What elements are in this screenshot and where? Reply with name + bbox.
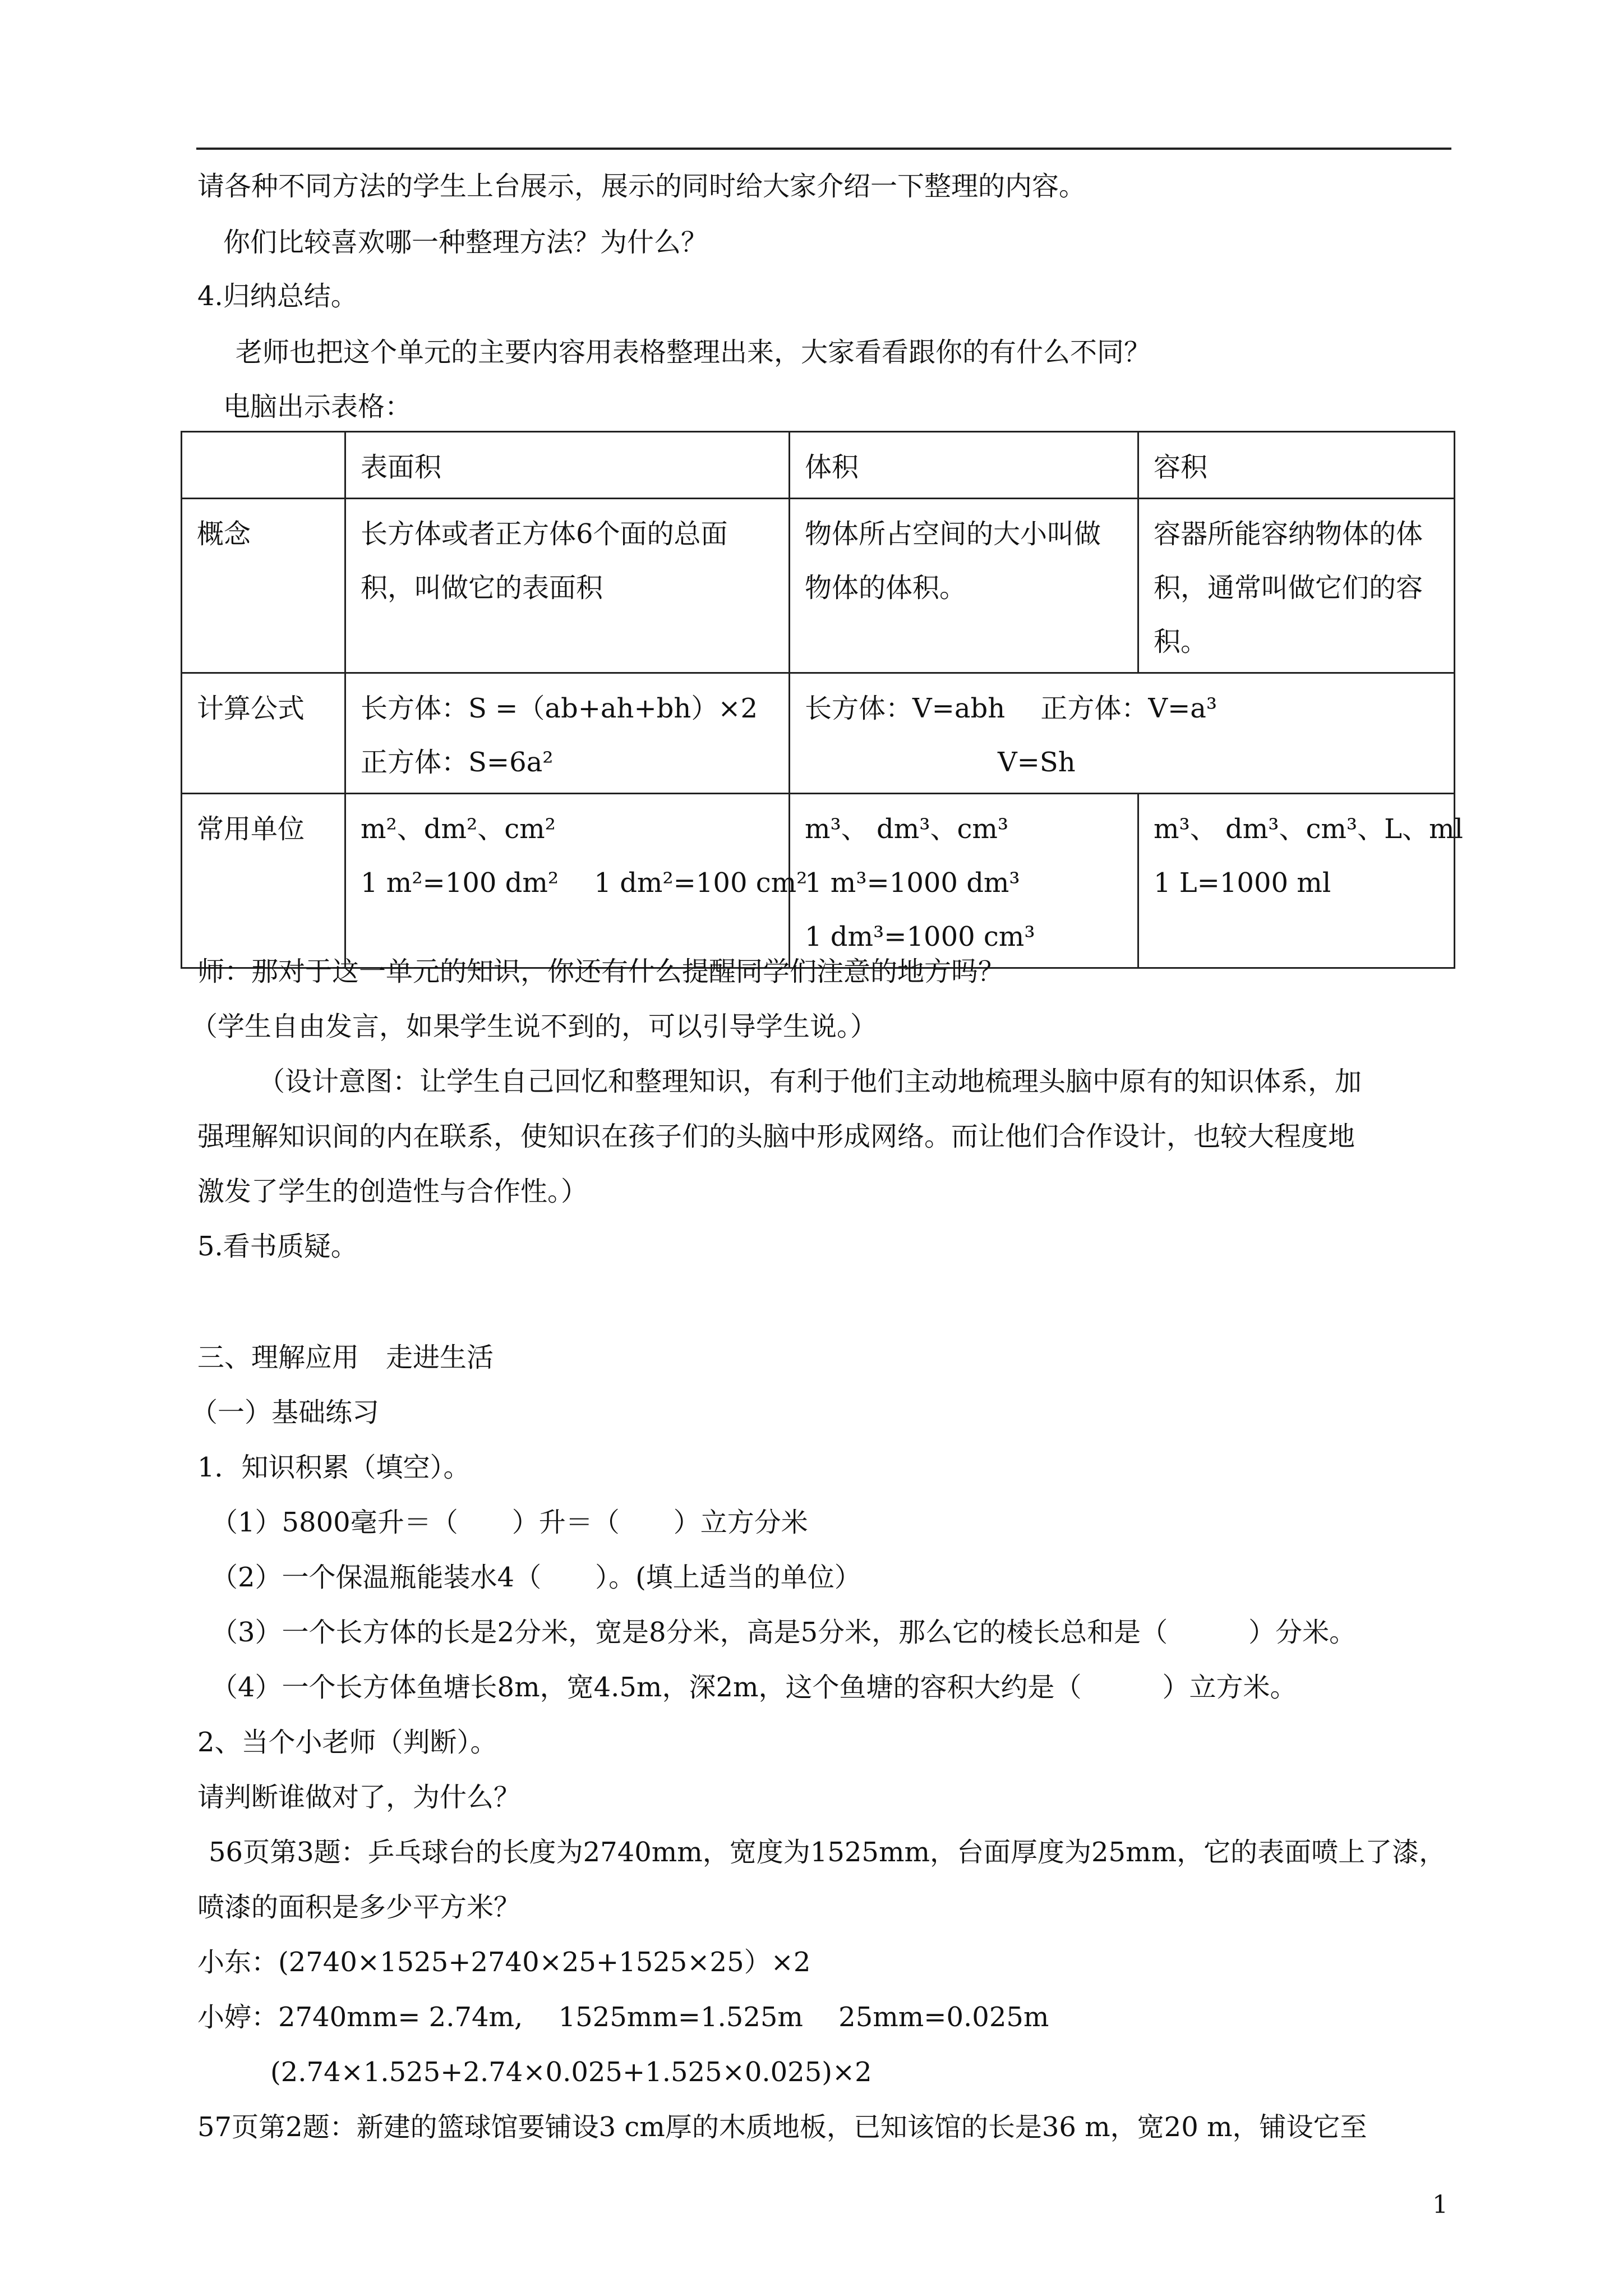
paragraph-line: 请判断谁做对了，为什么？ (197, 1782, 521, 1813)
paragraph-line: 喷漆的面积是多少平方米？ (197, 1892, 521, 1923)
row-label: 概念 (182, 499, 345, 673)
table-row-concept (182, 499, 1455, 673)
paragraph-line: 强理解知识间的内在联系，使知识在孩子们的头脑中形成网络。而让他们合作设计，也较大程度地 (197, 1121, 1355, 1152)
header-capacity: 容积 (1138, 432, 1455, 499)
paragraph-line: （学生自由发言，如果学生说不到的，可以引导学生说。） (191, 1011, 878, 1042)
table-row-formula (182, 673, 1455, 794)
paragraph-line: 激发了学生的创造性与合作性。） (197, 1176, 588, 1207)
paragraph-line: （设计意图：让学生自己回忆和整理知识，有利于他们主动地梳理头脑中原有的知识体系，加 (258, 1066, 1362, 1097)
table-cell (345, 794, 808, 968)
cell-line: 物体所占空间的大小叫做 (805, 518, 1101, 550)
table-cell (345, 673, 790, 794)
question-item: （3）一个长方体的长是2分米，宽是8分米，高是5分米，那么它的棱长总和是（ ）分米。 (211, 1617, 1357, 1648)
table-cell (1138, 794, 1463, 968)
question-heading: 2、当个小老师（判断）。 (197, 1727, 497, 1758)
section-heading: 5.看书质疑。 (197, 1231, 358, 1262)
paragraph-line: 老师也把这个单元的主要内容用表格整理出来，大家看看跟你的有什么不同？ (236, 337, 1151, 368)
table-corner-cell (182, 432, 345, 499)
section-heading: 4.归纳总结。 (197, 280, 358, 312)
paragraph-line: 56页第3题：乒乓球台的长度为2740mm，宽度为1525mm，台面厚度为25mm，它的表面喷上了漆， (209, 1837, 1446, 1868)
table-cell (345, 499, 790, 673)
cell-line: 1 dm³=1000 cm³ (805, 921, 1035, 953)
cell-line: 长方体或者正方体6个面的总面 (361, 518, 728, 550)
page-number: 1 (1432, 2191, 1448, 2219)
cell-line: 积，叫做它的表面积 (361, 572, 603, 604)
paragraph-line: 小东：(2740×1525+2740×25+1525×25）×2 (197, 1947, 811, 1978)
paragraph-line: 师：那对于这一单元的知识，你还有什么提醒同学们注意的地方吗？ (197, 956, 1006, 987)
cell-line: V=Sh (998, 747, 1076, 778)
question-item: （2）一个保温瓶能装水4（ ）。(填上适当的单位） (211, 1562, 861, 1593)
table-cell (1138, 499, 1455, 673)
summary-table (181, 431, 1463, 969)
cell-line: m²、dm²、cm² (361, 813, 556, 845)
header-surface-area: 表面积 (345, 432, 790, 499)
cell-line: 长方体：S =（ab+ah+bh）×2 (361, 693, 758, 724)
question-heading: 1．知识积累（填空）。 (197, 1452, 471, 1483)
section-heading: 三、理解应用 走进生活 (197, 1342, 494, 1373)
cell-line: m³、 dm³、cm³、L、ml (1154, 813, 1463, 845)
cell-line: 正方体：S=6a² (361, 747, 554, 778)
cell-line: 容器所能容纳物体的体 (1154, 518, 1423, 550)
header-rule (196, 148, 1451, 150)
cell-line: m³、 dm³、cm³ (805, 813, 1009, 845)
paragraph-line: 你们比较喜欢哪一种整理方法？为什么？ (223, 227, 708, 258)
paragraph-line: (2.74×1.525+2.74×0.025+1.525×0.025)×2 (270, 2056, 872, 2088)
cell-line: 积。 (1154, 626, 1208, 657)
cell-line: 积，通常叫做它们的容 (1154, 572, 1423, 604)
table-cell (790, 794, 1138, 968)
cell-line: 1 L=1000 ml (1154, 867, 1331, 899)
paragraph-line: 57页第2题：新建的篮球馆要铺设3 cm厚的木质地板，已知该馆的长是36 m，宽20 m，铺设它至 (197, 2111, 1367, 2143)
table-header-row (182, 432, 1455, 499)
cell-line: 长方体：V=abh 正方体：V=a³ (805, 693, 1218, 724)
paragraph-line: 电脑出示表格： (223, 391, 412, 422)
row-label: 常用单位 (182, 794, 345, 968)
row-label: 计算公式 (182, 673, 345, 794)
table-cell (790, 673, 1455, 794)
cell-line: 1 m²=100 dm² 1 dm²=100 cm² (361, 867, 808, 899)
question-item: （4）一个长方体鱼塘长8m，宽4.5m，深2m，这个鱼塘的容积大约是（ ）立方米。 (211, 1672, 1297, 1703)
paragraph-line: 小婷：2740mm= 2.74m, 1525mm=1.525m 25mm=0.025m (197, 2001, 1049, 2033)
header-volume: 体积 (790, 432, 1138, 499)
paragraph-line: 请各种不同方法的学生上台展示，展示的同时给大家介绍一下整理的内容。 (197, 171, 1086, 202)
table-cell (790, 499, 1138, 673)
question-item: （1）5800毫升＝（ ）升＝（ ）立方分米 (211, 1507, 808, 1538)
section-heading: （一）基础练习 (191, 1397, 380, 1428)
cell-line: 物体的体积。 (805, 572, 967, 604)
cell-line: 1 m³=1000 dm³ (805, 867, 1020, 899)
table-row-units (182, 794, 1455, 968)
